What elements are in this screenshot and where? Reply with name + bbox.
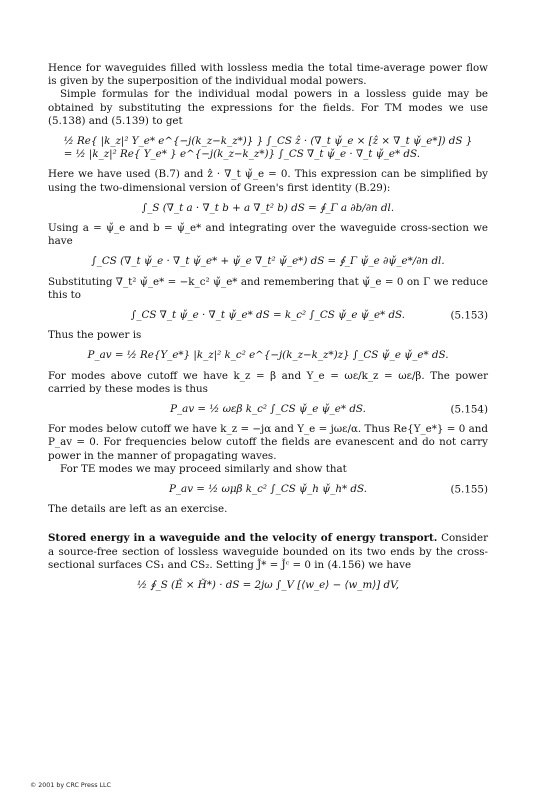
paragraph-2: Simple formulas for the individual modal powers in a lossless guide may be obtained by substituting the expressions for the fields. For TM modes we use (5.138) and (5.139) to get	[48, 88, 488, 127]
equation-5-155	[48, 483, 488, 496]
paragraph-6: Thus the power is	[48, 329, 142, 342]
paragraph-1: Hence for waveguides filled with lossless media the total time-average power flow is given by the superposition of the individual modal powers.	[48, 62, 488, 88]
paragraph-10: The details are left as an exercise.	[48, 503, 228, 516]
equation-5-153	[48, 309, 488, 322]
paragraph-7: For modes above cutoff we have k_z = β and Y_e = ωε/k_z = ωε/β. The power carried by these modes is thus	[48, 369, 488, 395]
equation-number-5-155: (5.155)	[450, 483, 488, 496]
equation-greens-identity: ∫_S (∇_t a · ∇_t b + a ∇_t² b) dS = ∮_Γ a ∂b/∂n dl.	[141, 201, 395, 214]
section-title: Stored energy in a waveguide and the velocity of energy transport.	[48, 532, 438, 545]
paragraph-9: For TE modes we may proceed similarly and show that	[60, 462, 347, 475]
equation-cross-section-integral: ∫_CS (∇_t ψ̌_e · ∇_t ψ̌_e* + ψ̌_e ∇_t² ψ̌_e*) dS = ∮_Γ ψ̌_e ∂ψ̌_e*/∂n dl.	[91, 255, 445, 268]
equation-power: P_av = ½ Re{Y_e*} |k_z|² k_c² e^{−j(k_z−k_z*)z} ∫_CS ψ̌_e ψ̌_e* dS.	[87, 349, 449, 362]
paragraph-5: Substituting ∇_t² ψ̌_e* = −k_c² ψ̌_e* and remembering that ψ̌_e = 0 on Γ we reduce this to	[48, 275, 488, 301]
equation-5-154	[48, 403, 488, 416]
equation-pav-tm-line-2: = ½ |k_z|² Re{ Y_e* } e^{−j(k_z−k_z*)} ∫_CS ∇_t ψ̌_e · ∇_t ψ̌_e* dS.	[63, 148, 420, 161]
equation-5-154-body: P_av = ½ ωεβ k_c² ∫_CS ψ̌_e ψ̌_e* dS.	[170, 403, 366, 416]
equation-pav-tm-line-1: ½ Re{ |k_z|² Y_e* e^{−j(k_z−k_z*)} } ∫_CS ẑ · (∇_t ψ̌_e × [ẑ × ∇_t ψ̌_e*]) dS }	[63, 135, 473, 148]
equation-5-155-body: P_av = ½ ωμβ k_c² ∫_CS ψ̌_h ψ̌_h* dS.	[168, 483, 367, 496]
equation-pav-tm	[48, 135, 488, 161]
equation-number-5-154: (5.154)	[450, 403, 488, 416]
copyright-footer: © 2001 by CRC Press LLC	[30, 782, 111, 789]
equation-stored-energy: ½ ∮_S (Ě × Ȟ*) · dS = 2jω ∫_V [⟨w_e⟩ − ⟨w_m⟩] dV,	[136, 579, 400, 592]
paragraph-4: Using a = ψ̌_e and b = ψ̌_e* and integrating over the waveguide cross-section we have	[48, 222, 488, 248]
page-body	[48, 62, 488, 599]
paragraph-3: Here we have used (B.7) and ẑ · ∇_t ψ̌_e = 0. This expression can be simplified by using the two-dimensional version of Green's first identity (B.29):	[48, 168, 488, 194]
paragraph-11	[48, 532, 488, 572]
paragraph-11-text: Consider a source-free section of lossless waveguide bounded on its two ends by the cross-sectional surfaces CS₁ and CS₂. Setting J̌* = J̌ᶜ = 0 in (4.156) we have	[48, 532, 488, 571]
equation-5-153-body: ∫_CS ∇_t ψ̌_e · ∇_t ψ̌_e* dS = k_c² ∫_CS ψ̌_e ψ̌_e* dS.	[130, 309, 406, 322]
equation-number-5-153: (5.153)	[450, 309, 488, 322]
paragraph-8: For modes below cutoff we have k_z = −jα and Y_e = jωε/α. Thus Re{Y_e*} = 0 and P_av = 0. For frequencies below cutoff the fields are evanescent and do not carry power in the manner of propagating waves.	[48, 423, 488, 462]
